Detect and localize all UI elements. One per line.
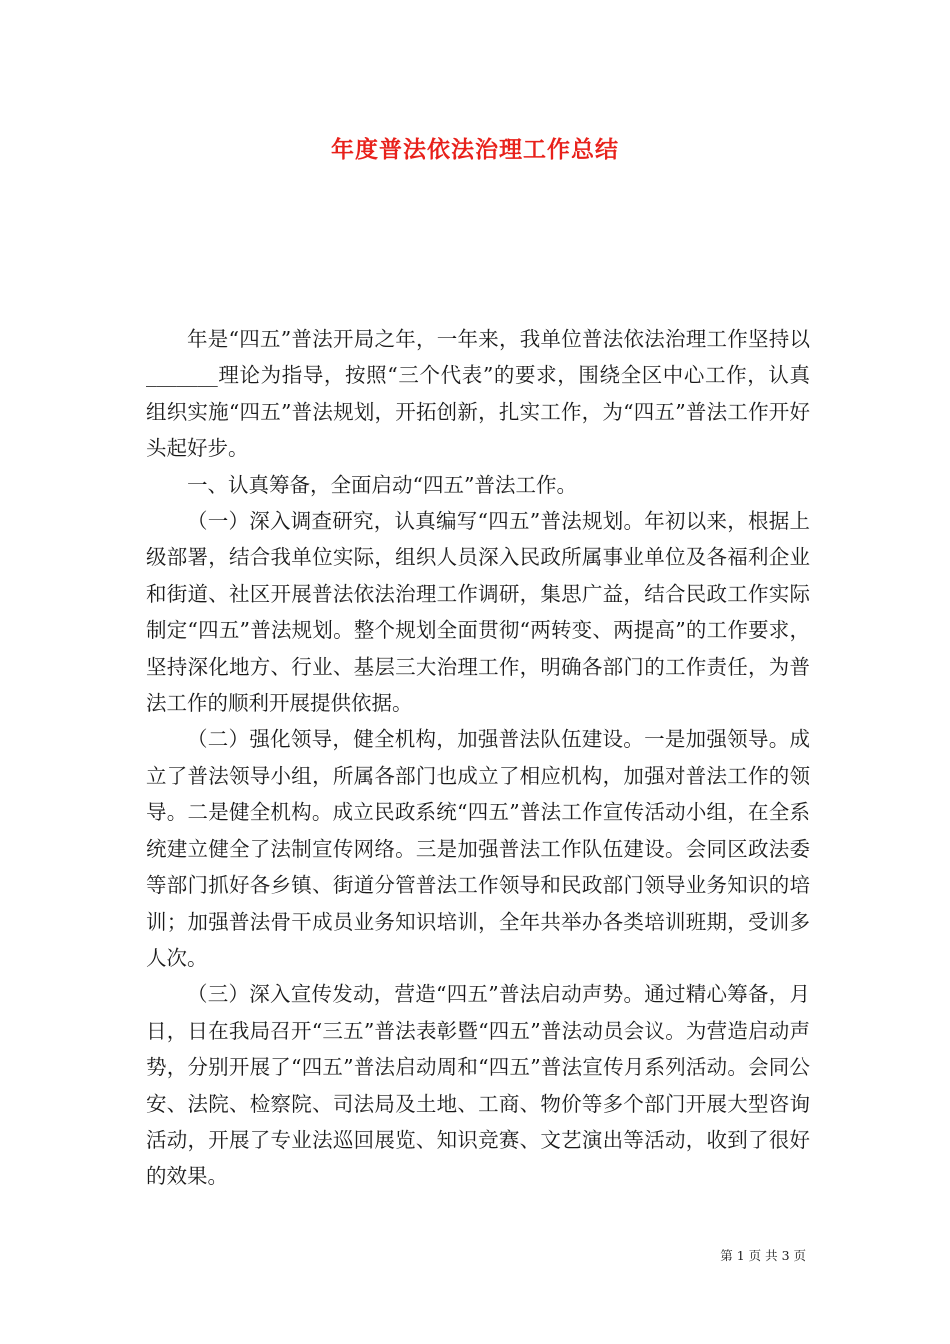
paragraph-intro: 年是“四五”普法开局之年，一年来，我单位普法依法治理工作坚持以_______理论为指导，按照“三个代表”的要求，围绕全区中心工作，认真组织实施“四五”普法规划，开拓创新，扎实工作，为“四五”普法工作开好头起好步。 xyxy=(146,327,810,461)
section-heading-1: 一、认真筹备，全面启动“四五”普法工作。 xyxy=(187,472,577,497)
paragraph-subsection-2: （二）强化领导，健全机构，加强普法队伍建设。一是加强领导。成立了普法领导小组，所属各部门也成立了相应机构，加强对普法工作的领导。二是健全机构。成立民政系统“四五”普法工作宣传活动小组，在全系统建立健全了法制宣传网络。三是加强普法工作队伍建设。会同区政法委等部门抓好各乡镇、街道分管普法工作领导和民政部门领导业务知识的培训；加强普法骨干成员业务知识培训，全年共举办各类培训班期，受训多人次。 xyxy=(146,727,810,970)
paragraph-subsection-1: （一）深入调查研究，认真编写“四五”普法规划。年初以来，根据上级部署，结合我单位实际，组织人员深入民政所属事业单位及各福利企业和街道、社区开展普法依法治理工作调研，集思广益，结合民政工作实际制定“四五”普法规划。整个规划全面贯彻“两转变、两提高”的工作要求，坚持深化地方、行业、基层三大治理工作，明确各部门的工作责任，为普法工作的顺利开展提供依据。 xyxy=(146,509,810,716)
paragraph-subsection-3: （三）深入宣传发动，营造“四五”普法启动声势。通过精心筹备，月日，日在我局召开“三五”普法表彰暨“四五”普法动员会议。为营造启动声势，分别开展了“四五”普法启动周和“四五”普法宣传月系列活动。会同公安、法院、检察院、司法局及土地、工商、物价等多个部门开展大型咨询活动，开展了专业法巡回展览、知识竞赛、文艺演出等活动，收到了很好的效果。 xyxy=(146,982,810,1189)
document-body xyxy=(146,321,810,1195)
document-title: 年度普法依法治理工作总结 xyxy=(331,136,619,163)
page-number-footer: 第 1 页 共 3 页 xyxy=(720,1248,806,1263)
